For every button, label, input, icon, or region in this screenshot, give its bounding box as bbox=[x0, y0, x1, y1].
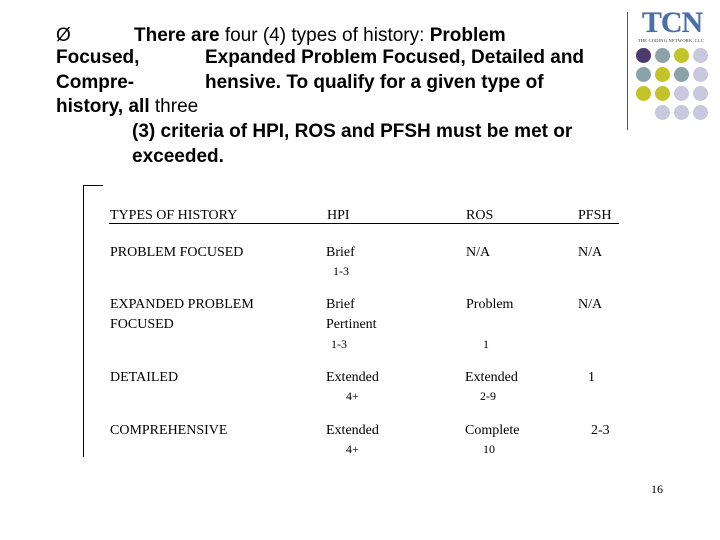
dot-icon bbox=[655, 86, 670, 101]
dot-icon bbox=[693, 67, 708, 82]
tcn-logo bbox=[630, 8, 712, 46]
arrow-bullet-icon: Ø bbox=[56, 25, 71, 46]
table-left-rule bbox=[83, 185, 84, 457]
row-hpi-count: 1-3 bbox=[331, 337, 347, 351]
row-type: COMPREHENSIVE bbox=[110, 423, 228, 438]
row-ros: N/A bbox=[466, 245, 491, 260]
dot-icon bbox=[655, 67, 670, 82]
bullet-line-4b: three bbox=[154, 96, 199, 117]
bullet-line-2a: Focused, bbox=[56, 47, 140, 68]
bullet-line-1c: Problem bbox=[429, 25, 506, 46]
row-pfsh: 2-3 bbox=[591, 423, 610, 438]
row-type: PROBLEM FOCUSED bbox=[110, 245, 244, 260]
row-ros: Extended bbox=[465, 370, 518, 385]
dot-icon bbox=[655, 105, 670, 120]
bullet-line-2b: Expanded Problem Focused, Detailed and bbox=[205, 47, 585, 68]
logo-tagline: THE CODING NETWORK, LLC bbox=[637, 38, 705, 43]
row-pfsh: 1 bbox=[588, 370, 595, 385]
bullet-line-4 bbox=[56, 93, 198, 120]
dot-icon bbox=[693, 86, 708, 101]
row-hpi: Extended bbox=[326, 423, 379, 438]
row-hpi-count: 4+ bbox=[346, 389, 359, 403]
dot-icon bbox=[693, 105, 708, 120]
header-types: TYPES OF HISTORY bbox=[110, 208, 238, 223]
dot-icon bbox=[636, 48, 651, 63]
logo-text: TCN bbox=[641, 6, 703, 39]
dot-icon bbox=[674, 105, 689, 120]
dot-icon bbox=[655, 48, 670, 63]
dot-icon bbox=[674, 86, 689, 101]
bullet-line-1a: There are bbox=[134, 25, 225, 46]
table-top-rule bbox=[83, 185, 103, 186]
header-pfsh: PFSH bbox=[578, 208, 612, 223]
bullet-line-4a: history, all bbox=[56, 96, 155, 117]
bullet-line-3b: hensive. To qualify for a given type of bbox=[205, 72, 544, 93]
row-type: EXPANDED PROBLEM bbox=[110, 297, 254, 312]
vertical-divider bbox=[627, 12, 628, 130]
bullet-line-6: exceeded. bbox=[132, 146, 224, 167]
header-ros: ROS bbox=[466, 208, 494, 223]
row-hpi-line2: Pertinent bbox=[326, 317, 377, 332]
bullet-line-5: (3) criteria of HPI, ROS and PFSH must be met or bbox=[132, 121, 573, 142]
row-type: DETAILED bbox=[110, 370, 179, 385]
row-ros: Problem bbox=[466, 297, 514, 312]
dot-icon bbox=[674, 48, 689, 63]
row-ros-count: 1 bbox=[483, 337, 489, 351]
bullet-line-1b: four (4) types of history: bbox=[224, 25, 430, 46]
row-hpi: Brief bbox=[326, 297, 355, 312]
row-type-line2: FOCUSED bbox=[110, 317, 174, 332]
row-ros-count: 2-9 bbox=[480, 389, 496, 403]
row-pfsh: N/A bbox=[578, 245, 603, 260]
row-hpi-count: 1-3 bbox=[333, 264, 349, 278]
row-hpi: Brief bbox=[326, 245, 355, 260]
dot-icon bbox=[636, 67, 651, 82]
dot-icon bbox=[674, 67, 689, 82]
dot-icon bbox=[693, 48, 708, 63]
row-pfsh: N/A bbox=[578, 297, 603, 312]
row-hpi: Extended bbox=[326, 370, 379, 385]
row-hpi-count: 4+ bbox=[346, 442, 359, 456]
bullet-line-3a: Compre- bbox=[56, 72, 135, 93]
row-ros: Complete bbox=[465, 423, 520, 438]
page-number: 16 bbox=[651, 482, 663, 496]
dot-icon bbox=[636, 86, 651, 101]
header-hpi: HPI bbox=[327, 208, 350, 223]
row-ros-count: 10 bbox=[483, 442, 495, 456]
